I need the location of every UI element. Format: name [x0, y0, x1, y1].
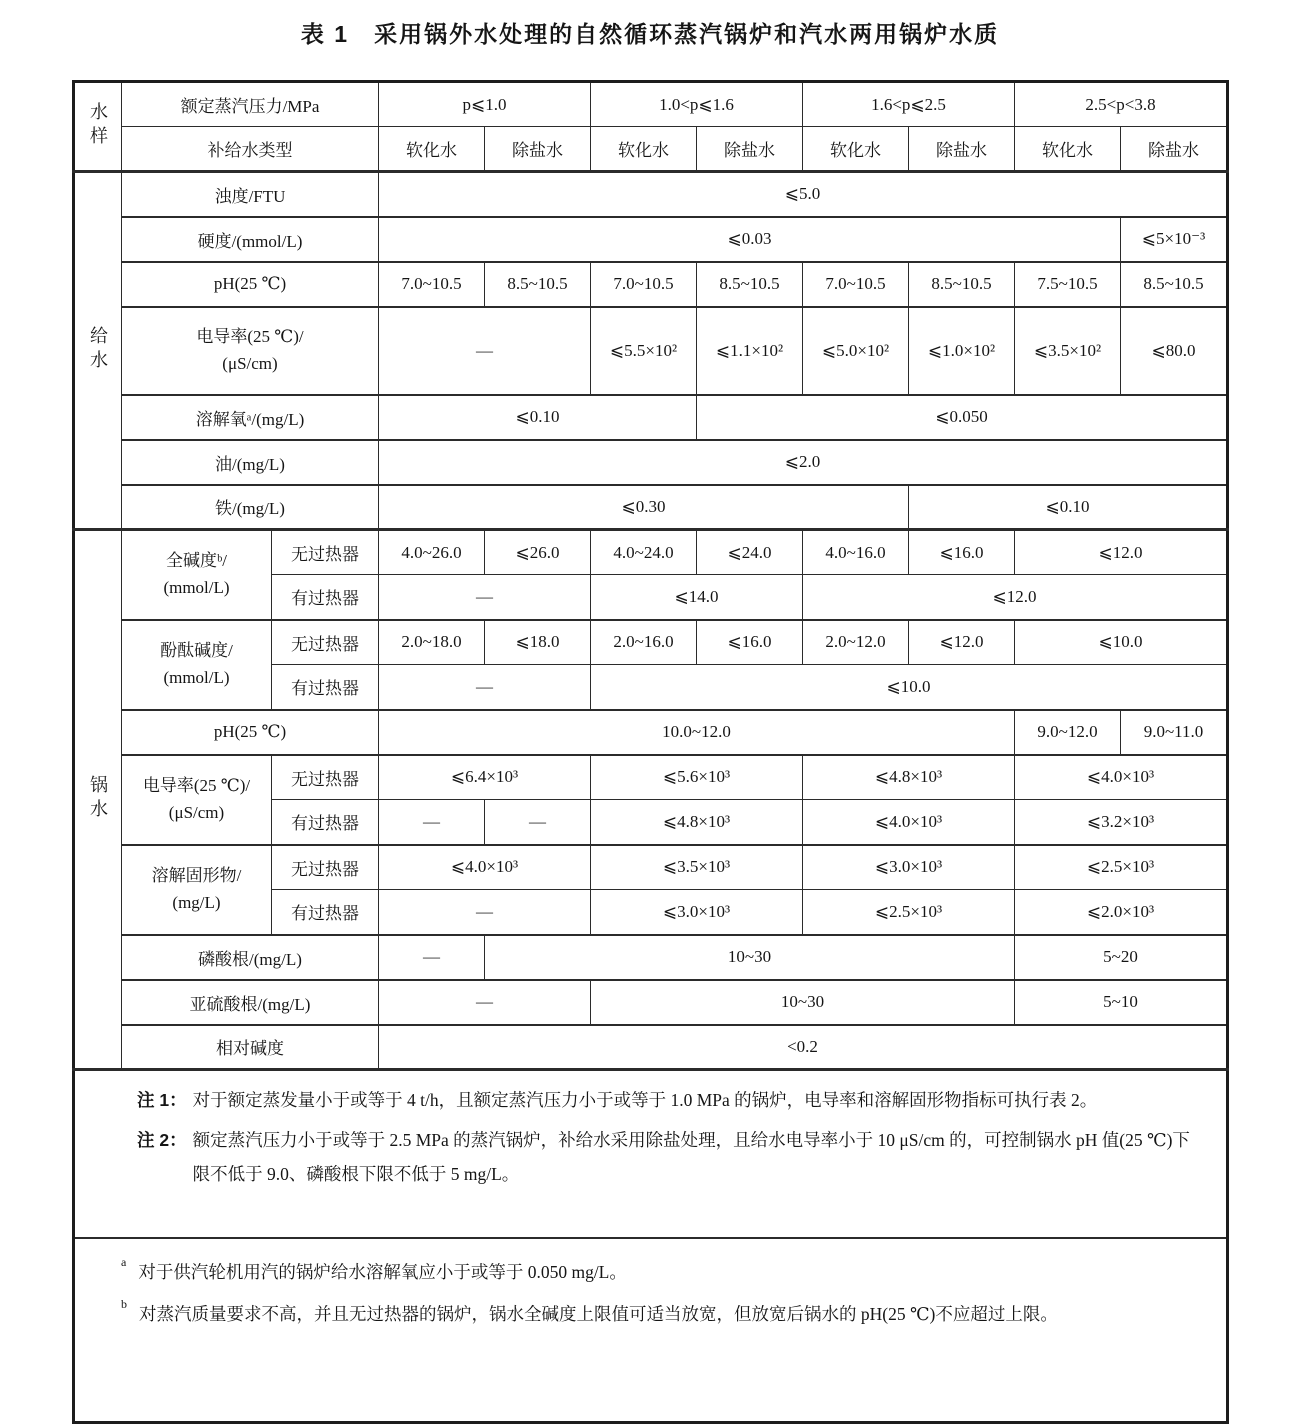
- value-cell: ⩽12.0: [803, 575, 1228, 620]
- value-cell: ⩽16.0: [909, 530, 1015, 575]
- value-cell: ⩽2.5×10³: [803, 890, 1015, 935]
- water-type-header: 软化水: [803, 127, 909, 172]
- param-label-line2: (μS/cm): [222, 353, 278, 373]
- water-type-header: 软化水: [1015, 127, 1121, 172]
- value-cell: ⩽0.03: [379, 217, 1121, 262]
- note-1-label: 注 1：: [137, 1090, 187, 1110]
- param-label-line1: 酚酞碱度/: [160, 641, 233, 661]
- value-cell: ⩽26.0: [485, 530, 591, 575]
- water-type-header: 软化水: [379, 127, 485, 172]
- param-label: 磷酸根/(mg/L): [122, 935, 379, 980]
- section-label-boilerwater: 锅水: [74, 530, 122, 1070]
- value-cell: ⩽6.4×10³: [379, 755, 591, 800]
- param-label: 铁/(mg/L): [122, 485, 379, 530]
- water-type-header: 除盐水: [485, 127, 591, 172]
- row-hardness: [74, 217, 1228, 262]
- param-label: 硬度/(mmol/L): [122, 217, 379, 262]
- empty-dash-cell: —: [379, 890, 591, 935]
- value-cell: 8.5~10.5: [697, 262, 803, 307]
- param-label: [122, 845, 272, 935]
- value-cell: ⩽12.0: [909, 620, 1015, 665]
- pressure-range-header: 1.0<p⩽1.6: [591, 82, 803, 127]
- value-cell: ⩽1.1×10²: [697, 307, 803, 395]
- header-row-pressure: [74, 82, 1228, 127]
- value-cell: 4.0~24.0: [591, 530, 697, 575]
- table-title: 表 1 采用锅外水处理的自然循环蒸汽锅炉和汽水两用锅炉水质: [300, 21, 1000, 47]
- row-boiler-conductivity-no-superheater: [74, 755, 1228, 800]
- condition-label: 无过热器: [272, 620, 379, 665]
- value-cell: ⩽12.0: [1015, 530, 1228, 575]
- condition-label: 无过热器: [272, 755, 379, 800]
- value-cell: 2.0~18.0: [379, 620, 485, 665]
- value-cell: ⩽80.0: [1121, 307, 1228, 395]
- value-cell: 5~10: [1015, 980, 1228, 1025]
- param-label-line2: (mmol/L): [163, 577, 230, 597]
- value-cell: ⩽4.0×10³: [803, 800, 1015, 845]
- value-cell: ⩽3.5×10³: [591, 845, 803, 890]
- param-label: [122, 530, 272, 620]
- param-label-line2: (mg/L): [172, 892, 221, 912]
- value-cell: ⩽4.8×10³: [803, 755, 1015, 800]
- row-relative-alkalinity: [74, 1025, 1228, 1070]
- value-cell: ⩽0.050: [697, 395, 1228, 440]
- note-1: [137, 1083, 1200, 1117]
- empty-dash-cell: —: [379, 935, 485, 980]
- value-cell: <0.2: [379, 1025, 1228, 1070]
- footnote-a-text: 对于供汽轮机用汽的锅炉给水溶解氧应小于或等于 0.050 mg/L。: [138, 1262, 627, 1282]
- makeup-row-label: 补给水类型: [122, 127, 379, 172]
- empty-dash-cell: —: [485, 800, 591, 845]
- value-cell: 4.0~16.0: [803, 530, 909, 575]
- value-cell: ⩽4.0×10³: [1015, 755, 1228, 800]
- value-cell: ⩽3.0×10³: [803, 845, 1015, 890]
- row-phosphate: [74, 935, 1228, 980]
- value-cell: 8.5~10.5: [909, 262, 1015, 307]
- empty-dash-cell: —: [379, 980, 591, 1025]
- value-cell: ⩽5.5×10²: [591, 307, 697, 395]
- empty-dash-cell: —: [379, 800, 485, 845]
- value-cell: ⩽16.0: [697, 620, 803, 665]
- note-2-label: 注 2：: [137, 1130, 187, 1151]
- param-label-line1: 溶解固形物/: [151, 866, 242, 886]
- value-cell: ⩽24.0: [697, 530, 803, 575]
- value-cell: 5~20: [1015, 935, 1228, 980]
- row-alkalinity-no-superheater: [74, 530, 1228, 575]
- value-cell: ⩽5×10⁻³: [1121, 217, 1228, 262]
- condition-label: 有过热器: [272, 665, 379, 710]
- value-cell: ⩽2.0×10³: [1015, 890, 1228, 935]
- row-feed-conductivity: [74, 307, 1228, 395]
- condition-label: 无过热器: [272, 845, 379, 890]
- footnote-b: [121, 1297, 1200, 1331]
- pressure-range-header: 1.6<p⩽2.5: [803, 82, 1015, 127]
- row-feed-ph: [74, 262, 1228, 307]
- empty-dash-cell: —: [379, 307, 591, 395]
- empty-dash-cell: —: [379, 665, 591, 710]
- pressure-range-header: 2.5<p<3.8: [1015, 82, 1228, 127]
- water-type-header: 除盐水: [1121, 127, 1228, 172]
- row-turbidity: [74, 172, 1228, 217]
- footnote-a-marker: a: [121, 1255, 127, 1269]
- param-label-line1: 全碱度ᵇ/: [166, 551, 227, 571]
- notes-section: [74, 1070, 1228, 1239]
- param-label: pH(25 ℃): [122, 262, 379, 307]
- value-cell: 4.0~26.0: [379, 530, 485, 575]
- param-label: 亚硫酸根/(mg/L): [122, 980, 379, 1025]
- value-cell: 7.0~10.5: [591, 262, 697, 307]
- condition-label: 无过热器: [272, 530, 379, 575]
- param-label-line1: 电导率(25 ℃)/: [142, 776, 251, 796]
- row-phenolphthalein-no-superheater: [74, 620, 1228, 665]
- water-type-header: 除盐水: [909, 127, 1015, 172]
- value-cell: ⩽0.30: [379, 485, 909, 530]
- value-cell: 9.0~12.0: [1015, 710, 1121, 755]
- value-cell: 7.0~10.5: [379, 262, 485, 307]
- footnotes-section: [74, 1238, 1228, 1423]
- value-cell: ⩽14.0: [591, 575, 803, 620]
- pressure-range-header: p⩽1.0: [379, 82, 591, 127]
- param-label: 浊度/FTU: [122, 172, 379, 217]
- row-sulfite: [74, 980, 1228, 1025]
- row-oil: [74, 440, 1228, 485]
- note-2: [137, 1123, 1200, 1191]
- value-cell: ⩽10.0: [1015, 620, 1228, 665]
- value-cell: ⩽5.0×10²: [803, 307, 909, 395]
- value-cell: ⩽10.0: [591, 665, 1228, 710]
- pressure-row-label: 额定蒸汽压力/MPa: [122, 82, 379, 127]
- param-label-line1: 电导率(25 ℃)/: [196, 327, 304, 347]
- value-cell: ⩽5.0: [379, 172, 1228, 217]
- notes-row: [74, 1070, 1228, 1239]
- param-label: [122, 755, 272, 845]
- value-cell: ⩽5.6×10³: [591, 755, 803, 800]
- param-label: 油/(mg/L): [122, 440, 379, 485]
- param-label: [122, 307, 379, 395]
- sample-column-header: 水样: [74, 82, 122, 172]
- value-cell: ⩽3.5×10²: [1015, 307, 1121, 395]
- value-cell: 10~30: [485, 935, 1015, 980]
- footnote-b-text: 对蒸汽质量要求不高，并且无过热器的锅炉，锅水全碱度上限值可适当放宽，但放宽后锅水的 pH(25 ℃)不应超过上限。: [139, 1304, 1058, 1325]
- section-label-feedwater: 给水: [74, 172, 122, 530]
- value-cell: 2.0~16.0: [591, 620, 697, 665]
- value-cell: ⩽4.0×10³: [379, 845, 591, 890]
- value-cell: ⩽18.0: [485, 620, 591, 665]
- param-label: 溶解氧ᵃ/(mg/L): [122, 395, 379, 440]
- value-cell: 10~30: [591, 980, 1015, 1025]
- value-cell: ⩽2.5×10³: [1015, 845, 1228, 890]
- value-cell: ⩽3.0×10³: [591, 890, 803, 935]
- row-dissolved-oxygen: [74, 395, 1228, 440]
- value-cell: 9.0~11.0: [1121, 710, 1228, 755]
- param-label: [122, 620, 272, 710]
- value-cell: 7.0~10.5: [803, 262, 909, 307]
- value-cell: 2.0~12.0: [803, 620, 909, 665]
- value-cell: ⩽2.0: [379, 440, 1228, 485]
- water-type-header: 除盐水: [697, 127, 803, 172]
- value-cell: ⩽0.10: [379, 395, 697, 440]
- value-cell: ⩽1.0×10²: [909, 307, 1015, 395]
- water-type-header: 软化水: [591, 127, 697, 172]
- param-label: 相对碱度: [122, 1025, 379, 1070]
- value-cell: ⩽0.10: [909, 485, 1228, 530]
- value-cell: 8.5~10.5: [485, 262, 591, 307]
- value-cell: ⩽3.2×10³: [1015, 800, 1228, 845]
- condition-label: 有过热器: [272, 800, 379, 845]
- note-2-text: 额定蒸汽压力小于或等于 2.5 MPa 的蒸汽锅炉，补给水采用除盐处理，且给水电导率小于 10 μS/cm 的，可控制锅水 pH 值(25 ℃)下限不低于 9.0、磷酸根下限不低于 5 mg/L。: [192, 1130, 1190, 1185]
- condition-label: 有过热器: [272, 575, 379, 620]
- param-label-line2: (mmol/L): [163, 667, 230, 687]
- row-dissolved-solids-no-superheater: [74, 845, 1228, 890]
- header-row-makeup: [74, 127, 1228, 172]
- row-iron: [74, 485, 1228, 530]
- note-1-text: 对于额定蒸发量小于或等于 4 t/h，且额定蒸汽压力小于或等于 1.0 MPa 的锅炉，电导率和溶解固形物指标可执行表 2。: [192, 1090, 1098, 1110]
- value-cell: 7.5~10.5: [1015, 262, 1121, 307]
- value-cell: 10.0~12.0: [379, 710, 1015, 755]
- param-label-line2: (μS/cm): [168, 802, 225, 822]
- condition-label: 有过热器: [272, 890, 379, 935]
- water-quality-table: [72, 80, 1229, 1424]
- param-label: pH(25 ℃): [122, 710, 379, 755]
- footnotes-row: [74, 1238, 1228, 1423]
- value-cell: ⩽4.8×10³: [591, 800, 803, 845]
- row-boiler-ph: [74, 710, 1228, 755]
- value-cell: 8.5~10.5: [1121, 262, 1228, 307]
- footnote-b-marker: b: [121, 1297, 127, 1312]
- footnote-a: [121, 1255, 1200, 1289]
- empty-dash-cell: —: [379, 575, 591, 620]
